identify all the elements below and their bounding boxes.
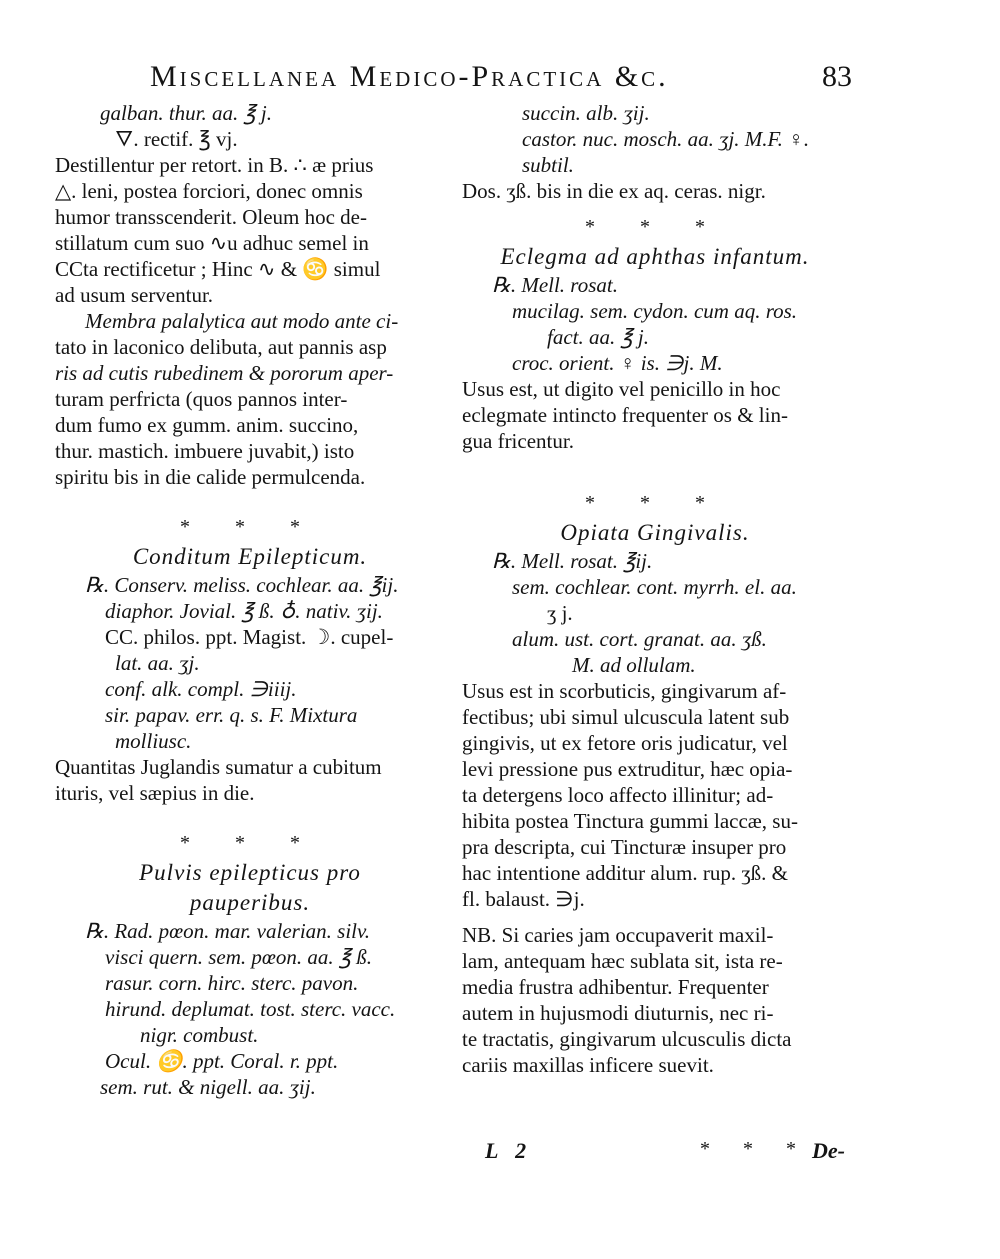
text-line: alum. ust. cort. granat. aa. ʒß.: [512, 627, 767, 651]
text-line: croc. orient. ♀ is. ∋j. M.: [512, 351, 723, 375]
text-line: hirund. deplumat. tost. sterc. vacc.: [105, 997, 396, 1021]
asterism: * * *: [700, 1138, 810, 1160]
text-line: Ocul. ♋. ppt. Coral. r. ppt.: [105, 1049, 339, 1073]
section-title-opiata: Opiata Gingivalis.: [560, 520, 750, 545]
text-line: te tractatis, gingivarum ulcusculis dicta: [462, 1027, 792, 1051]
text-line: tato in laconico delibuta, aut pannis asp: [55, 335, 387, 359]
text-line: ris ad cutis rubedinem & pororum aper-: [55, 361, 394, 385]
text-line: gua fricentur.: [462, 429, 574, 453]
text-line: media frustra adhibentur. Frequenter: [462, 975, 769, 999]
text-line: spiritu bis in die calide permulcenda.: [55, 465, 366, 489]
text-line: succin. alb. ʒij.: [522, 101, 650, 125]
text-line: ʒ j.: [547, 601, 573, 625]
text-line: lat. aa. ʒj.: [115, 651, 200, 675]
text-line: ℞. Rad. pœon. mar. valerian. silv.: [85, 919, 371, 943]
text-line: ℞. Conserv. meliss. cochlear. aa. ℥ij.: [85, 573, 399, 597]
text-line: ℞. Mell. rosat.: [492, 273, 618, 297]
text-line: Usus est, ut digito vel penicillo in hoc: [462, 377, 781, 401]
text-line: conf. alk. compl. ∋iiij.: [105, 677, 297, 701]
text-line: lam, antequam hæc sublata sit, ista re-: [462, 949, 783, 973]
text-line: △. leni, postea forciori, donec omnis: [55, 179, 363, 203]
text-line: sem. cochlear. cont. myrrh. el. aa.: [512, 575, 797, 599]
text-line: Dos. ʒß. bis in die ex aq. ceras. nigr.: [462, 179, 766, 203]
text-line: stillatum cum suo ∿u adhuc semel in: [55, 231, 369, 255]
text-line: NB. Si caries jam occupaverit maxil-: [462, 923, 774, 947]
text-line: ta detergens loco affecto illinitur; ad-: [462, 783, 774, 807]
text-line: sem. rut. & nigell. aa. ʒij.: [100, 1075, 316, 1099]
signature-mark: L 2: [485, 1138, 533, 1163]
text-line: fl. balaust. ∋j.: [462, 887, 585, 911]
text-line: eclegmate intincto frequenter os & lin-: [462, 403, 788, 427]
text-line: nigr. combust.: [140, 1023, 259, 1047]
text-line: Usus est in scorbuticis, gingivarum af-: [462, 679, 787, 703]
right-column: [462, 100, 848, 1078]
asterism: * * *: [180, 832, 320, 854]
section-title-pulvis-cont: pauperibus.: [189, 890, 311, 915]
text-line: cariis maxillas inficere suevit.: [462, 1053, 714, 1077]
text-line: M. ad ollulam.: [572, 653, 696, 677]
text-line: autem in hujusmodi diuturnis, nec ri-: [462, 1001, 774, 1025]
text-line: ad usum serventur.: [55, 283, 214, 307]
text-line: fectibus; ubi simul ulcuscula latent sub: [462, 705, 790, 729]
asterism: * * *: [585, 492, 725, 514]
text-line: molliusc.: [115, 729, 192, 753]
asterism: * * *: [180, 516, 320, 538]
text-line: 🜄. rectif. ℥ vj.: [115, 127, 238, 151]
text-line: pra descripta, cui Tincturæ insuper pro: [462, 835, 787, 859]
text-line: Quantitas Juglandis sumatur a cubitum: [55, 755, 382, 779]
text-line: gingivis, ut ex fetore oris judicatur, vel: [462, 731, 788, 755]
text-line: thur. mastich. imbuere juvabit,) isto: [55, 439, 355, 463]
asterism: * * *: [585, 216, 725, 238]
catchword: De-: [812, 1138, 845, 1163]
text-line: CCta rectificetur ; Hinc ∿ & ♋ simul: [55, 257, 381, 281]
page-number: 83: [822, 60, 852, 93]
page-footer: [485, 1138, 845, 1168]
text-line: fact. aa. ℥ j.: [547, 325, 649, 349]
text-line: CC. philos. ppt. Magist. ☽. cupel-: [105, 625, 394, 649]
text-line: turam perfricta (quos pannos inter-: [55, 387, 348, 411]
section-title-eclegma: Eclegma ad aphthas infantum.: [500, 244, 810, 269]
text-line: castor. nuc. mosch. aa. ʒj. M.F. ♀.: [522, 127, 810, 151]
text-line: galban. thur. aa. ℥ j.: [100, 101, 272, 125]
text-line: hibita postea Tinctura gummi laccæ, su-: [462, 809, 798, 833]
text-line: humor transscenderit. Oleum hoc de-: [55, 205, 367, 229]
text-line: Destillentur per retort. in B. ∴ æ prius: [55, 153, 374, 177]
text-line: dum fumo ex gumm. anim. succino,: [55, 413, 359, 437]
text-line: ituris, vel sæpius in die.: [55, 781, 255, 805]
text-line: ℞. Mell. rosat. ℥ij.: [492, 549, 653, 573]
running-title: Miscellanea Medico-Practica &c.: [150, 60, 669, 93]
text-line: Membra palalytica aut modo ante ci-: [85, 309, 399, 333]
text-line: sir. papav. err. q. s. F. Mixtura: [105, 703, 358, 727]
section-title-conditum: Conditum Epilepticum.: [132, 544, 368, 569]
section-title-pulvis: Pulvis epilepticus pro: [139, 860, 361, 885]
text-line: hac intentione additur alum. rup. ʒß. &: [462, 861, 788, 885]
text-line: mucilag. sem. cydon. cum aq. ros.: [512, 299, 798, 323]
text-line: levi pressione pus extruditur, hæc opia-: [462, 757, 793, 781]
left-column: [55, 100, 445, 1100]
text-line: visci quern. sem. pœon. aa. ℥ ß.: [105, 945, 373, 969]
page-header: [150, 60, 850, 100]
text-line: diaphor. Jovial. ℥ ß. ♁. nativ. ʒij.: [105, 599, 383, 623]
text-line: subtil.: [522, 153, 574, 177]
text-line: rasur. corn. hirc. sterc. pavon.: [105, 971, 359, 995]
